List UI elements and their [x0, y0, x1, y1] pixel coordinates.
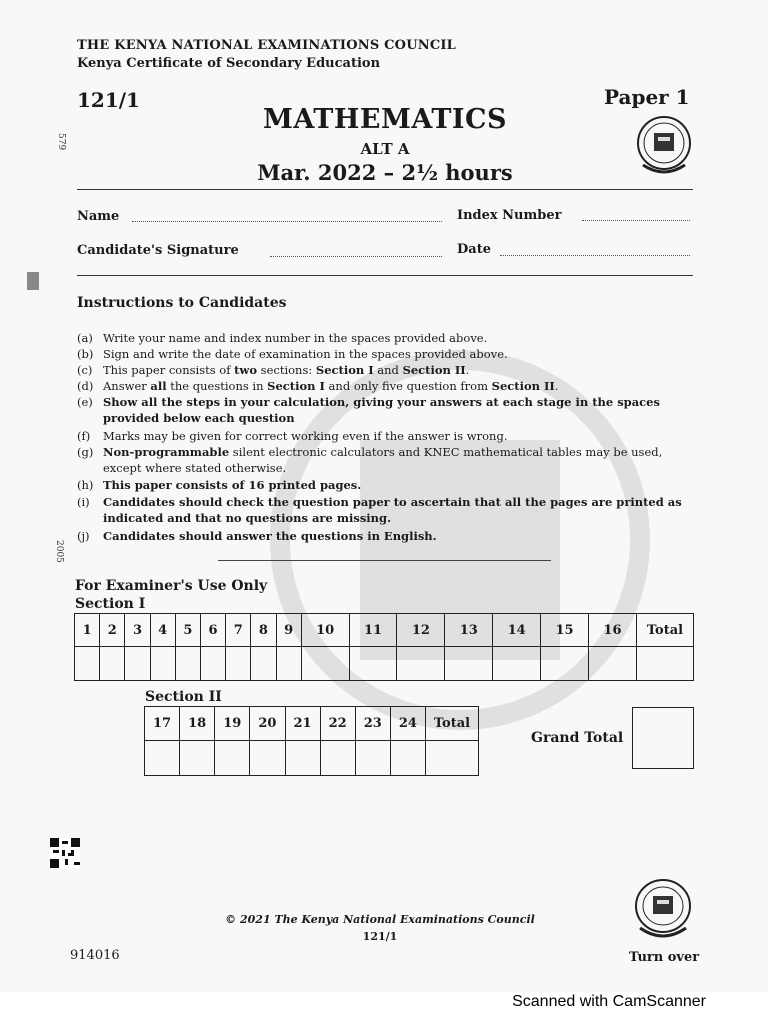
instruction-text: Candidates should answer the questions in English.	[103, 529, 437, 543]
score-column-header: Total	[426, 707, 479, 741]
instruction-text-bold: Non-programmable	[103, 445, 230, 459]
score-column-header: 15	[541, 614, 589, 647]
side-number-middle: 2005	[54, 540, 64, 563]
knec-seal-icon	[635, 113, 693, 181]
score-column-header: 1	[75, 614, 100, 647]
grand-total-box[interactable]	[632, 707, 694, 769]
instruction-text-part: Answer	[103, 379, 151, 393]
score-cell[interactable]	[355, 741, 390, 776]
section-1-score-table	[74, 613, 694, 681]
exam-date-duration: Mar. 2022 – 2½ hours	[257, 160, 513, 185]
score-cell[interactable]	[250, 741, 285, 776]
council-name: THE KENYA NATIONAL EXAMINATIONS COUNCIL	[77, 38, 456, 53]
score-cell[interactable]	[390, 741, 425, 776]
subject-variant: ALT A	[360, 140, 410, 158]
score-column-header: 18	[180, 707, 215, 741]
score-cell[interactable]	[301, 647, 349, 681]
instruction-letter: (c)	[77, 363, 93, 377]
instruction-text-bold: Section II	[402, 363, 466, 377]
instruction-text: Candidates should check the question paper to ascertain that all the pages are printed as indicated and that no questions are missing.	[103, 495, 682, 525]
instruction-text: Show all the steps in your calculation, giving your answers at each stage in the spaces provided below each question	[103, 395, 660, 425]
score-cell[interactable]	[320, 741, 355, 776]
instruction-b	[77, 346, 508, 362]
score-column-header: 16	[588, 614, 636, 647]
camscanner-watermark: Scanned with CamScanner	[512, 993, 706, 1010]
instruction-text-part: silent electronic calculators and KNEC mathematical tables may be used, except where stated otherwise.	[103, 445, 663, 475]
instruction-letter: (g)	[77, 445, 94, 459]
knec-seal-bottom-icon	[632, 878, 694, 944]
instruction-text: Write your name and index number in the spaces provided above.	[103, 331, 488, 345]
instruction-h	[77, 477, 362, 493]
date-field[interactable]	[500, 255, 690, 256]
instruction-j	[77, 528, 437, 544]
instructions-heading: Instructions to Candidates	[77, 295, 287, 311]
fields-divider	[77, 275, 693, 276]
copyright-notice: © 2021 The Kenya National Examinations Council	[225, 913, 535, 926]
instruction-text: This paper consists of 16 printed pages.	[103, 478, 362, 492]
instruction-text-part: .	[554, 379, 559, 393]
score-column-header: 4	[150, 614, 175, 647]
instruction-letter: (b)	[77, 347, 94, 361]
signature-field[interactable]	[270, 256, 442, 257]
score-column-header: 17	[145, 707, 180, 741]
score-column-header: 22	[320, 707, 355, 741]
instruction-text-part: .	[465, 363, 470, 377]
score-column-header: 20	[250, 707, 285, 741]
instruction-text-bold: Section II	[491, 379, 555, 393]
instruction-text: Marks may be given for correct working even if the answer is wrong.	[103, 429, 508, 443]
score-cell[interactable]	[349, 647, 397, 681]
score-cell[interactable]	[75, 647, 100, 681]
subject-title: MATHEMATICS	[262, 104, 508, 135]
instruction-text-part: and only five question from	[324, 379, 492, 393]
instruction-text: Sign and write the date of examination in the spaces provided above.	[103, 347, 508, 361]
scan-edge-mark	[27, 272, 39, 290]
date-label: Date	[457, 242, 491, 257]
score-cell[interactable]	[215, 741, 250, 776]
score-column-header: 7	[226, 614, 251, 647]
side-number-top: 579	[56, 133, 66, 151]
score-column-header: 24	[390, 707, 425, 741]
score-cell[interactable]	[397, 647, 445, 681]
score-column-header: Total	[637, 614, 694, 647]
index-number-field[interactable]	[582, 220, 690, 221]
instruction-c	[77, 362, 470, 378]
instruction-d	[77, 378, 559, 394]
score-cell[interactable]	[588, 647, 636, 681]
instruction-letter: (i)	[77, 495, 90, 509]
instruction-text	[103, 378, 693, 394]
score-cell[interactable]	[445, 647, 493, 681]
score-column-header: 13	[445, 614, 493, 647]
certificate-name: Kenya Certificate of Secondary Education	[77, 56, 381, 71]
score-cell[interactable]	[100, 647, 125, 681]
instruction-letter: (d)	[77, 379, 94, 393]
score-column-header: 23	[355, 707, 390, 741]
section-2-score-table	[144, 706, 479, 776]
paper-code: 121/1	[77, 88, 140, 112]
score-column-header: 3	[125, 614, 150, 647]
instruction-text-part: and	[373, 363, 403, 377]
footer-paper-code: 121/1	[362, 930, 398, 943]
score-column-header: 21	[285, 707, 320, 741]
score-cell[interactable]	[541, 647, 589, 681]
score-cell[interactable]	[180, 741, 215, 776]
instruction-f	[77, 428, 508, 444]
instruction-text-bold: all	[150, 379, 167, 393]
paper-number: Paper 1	[604, 85, 690, 109]
score-column-header: 10	[301, 614, 349, 647]
instruction-a	[77, 330, 488, 346]
header-divider	[77, 189, 693, 190]
instruction-text-bold: Section I	[315, 363, 374, 377]
score-cell[interactable]	[637, 647, 694, 681]
index-number-label: Index Number	[457, 208, 562, 223]
score-cell[interactable]	[493, 647, 541, 681]
instruction-text	[103, 362, 693, 378]
score-column-header: 11	[349, 614, 397, 647]
instruction-letter: (j)	[77, 529, 90, 543]
score-column-header: 6	[200, 614, 225, 647]
score-cell[interactable]	[226, 647, 251, 681]
score-cell[interactable]	[145, 741, 180, 776]
instruction-letter: (a)	[77, 331, 93, 345]
score-column-header: 12	[397, 614, 445, 647]
score-column-header: 14	[493, 614, 541, 647]
score-cell[interactable]	[175, 647, 200, 681]
name-field[interactable]	[132, 221, 442, 222]
instruction-letter: (f)	[77, 429, 91, 443]
score-cell[interactable]	[150, 647, 175, 681]
instruction-text-part: sections:	[257, 363, 316, 377]
turn-over-label: Turn over	[629, 950, 700, 965]
instruction-text	[103, 444, 693, 476]
grand-total-label: Grand Total	[531, 730, 624, 746]
name-label: Name	[77, 209, 120, 224]
score-cell[interactable]	[251, 647, 276, 681]
score-cell[interactable]	[200, 647, 225, 681]
instruction-text-part: This paper consists of	[103, 363, 235, 377]
instruction-letter: (h)	[77, 478, 94, 492]
instruction-i	[77, 494, 682, 525]
instruction-text-part: the questions in	[166, 379, 268, 393]
score-column-header: 5	[175, 614, 200, 647]
score-column-header: 8	[251, 614, 276, 647]
score-cell[interactable]	[285, 741, 320, 776]
score-cell[interactable]	[426, 741, 479, 776]
instruction-e	[77, 394, 660, 425]
examiner-use-heading: For Examiner's Use Only	[75, 578, 268, 594]
instruction-text-bold: two	[234, 363, 258, 377]
score-column-header: 9	[276, 614, 301, 647]
section-1-heading: Section I	[75, 596, 146, 612]
score-column-header: 19	[215, 707, 250, 741]
instruction-g	[77, 444, 663, 475]
score-cell[interactable]	[125, 647, 150, 681]
section-2-heading: Section II	[145, 689, 222, 705]
qr-code-icon	[50, 838, 80, 868]
signature-label: Candidate's Signature	[77, 243, 239, 258]
score-column-header: 2	[100, 614, 125, 647]
score-cell[interactable]	[276, 647, 301, 681]
instruction-text-bold: Section I	[267, 379, 325, 393]
serial-number: 914016	[70, 948, 120, 963]
instructions-end-line	[218, 560, 551, 561]
instruction-letter: (e)	[77, 395, 93, 409]
